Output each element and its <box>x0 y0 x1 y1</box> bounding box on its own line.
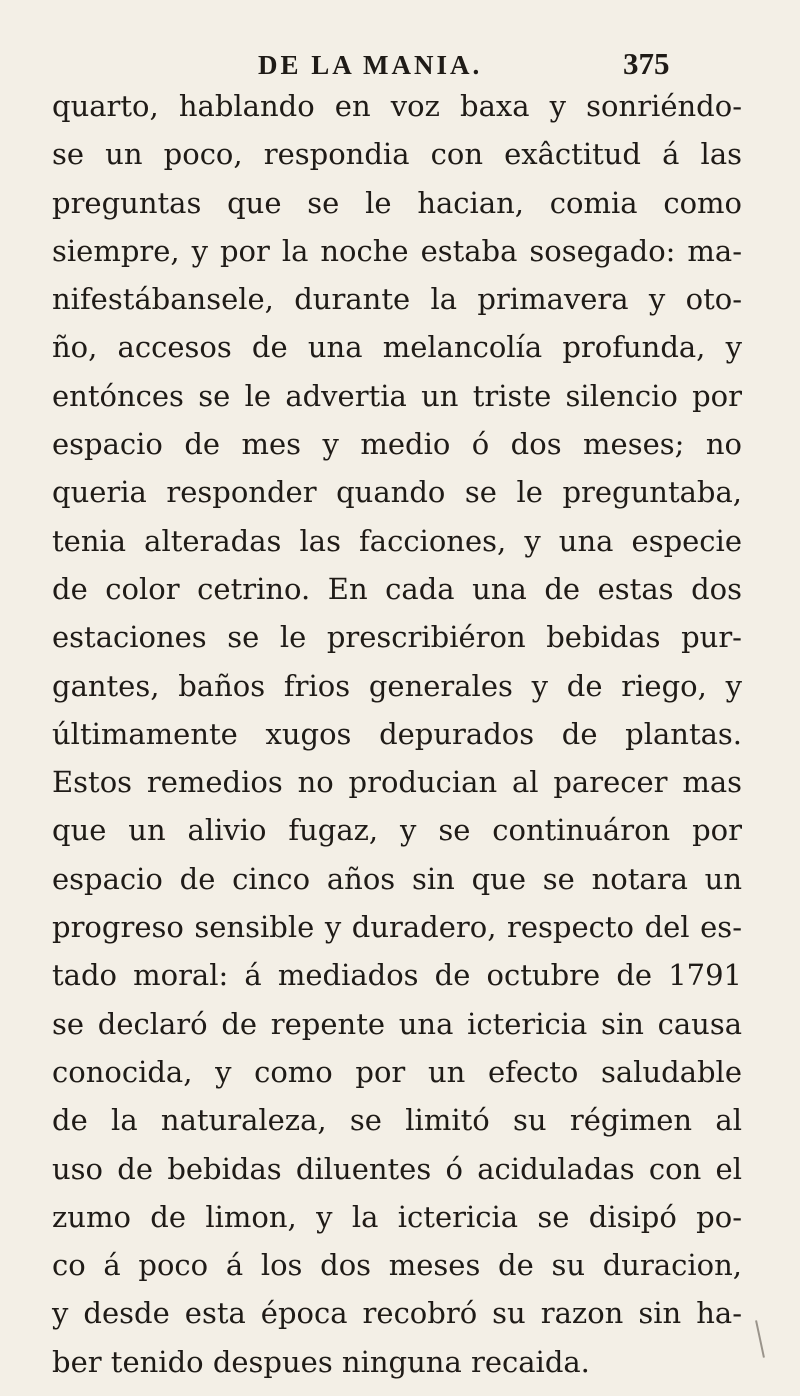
text-line: y desde esta época recobró su razon sin ha- <box>52 1296 742 1331</box>
text-line: ber tenido despues ninguna recaida. <box>52 1344 590 1379</box>
text-line: últimamente xugos depurados de plantas. <box>52 716 742 751</box>
text-line: nifestábansele, durante la primavera y oto- <box>52 282 742 317</box>
text-line: conocida, y como por un efecto saludable <box>52 1054 742 1089</box>
text-line: quarto, hablando en voz baxa y sonriéndo- <box>52 89 742 123</box>
text-line: de la naturaleza, se limitó su régimen al <box>52 1103 742 1138</box>
text-line: progreso sensible y duradero, respecto del es- <box>52 910 742 945</box>
text-line: preguntas que se le hacian, comia como <box>52 185 742 220</box>
text-line: gantes, baños frios generales y de riego, y <box>52 668 742 703</box>
text-line: entónces se le advertia un triste silencio por <box>52 378 742 413</box>
body-text <box>52 82 742 1386</box>
text-line: siempre, y por la noche estaba sosegado: ma- <box>52 233 742 268</box>
text-line: uso de bebidas diluentes ó aciduladas con el <box>52 1151 742 1186</box>
text-line: espacio de cinco años sin que se notara un <box>52 861 742 896</box>
running-head: DE LA MANIA. <box>258 50 483 80</box>
text-line: zumo de limon, y la ictericia se disipó po- <box>52 1199 742 1234</box>
text-line: queria responder quando se le preguntaba, <box>52 475 742 510</box>
text-line: co á poco á los dos meses de su duracion, <box>52 1248 742 1283</box>
text-line: espacio de mes y medio ó dos meses; no <box>52 427 742 462</box>
text-line: que un alivio fugaz, y se continuáron por <box>52 813 742 848</box>
page-header <box>0 44 800 84</box>
text-line: estaciones se le prescribiéron bebidas pur- <box>52 620 742 655</box>
page-number: 375 <box>623 46 670 81</box>
text-line: tado moral: á mediados de octubre de 1791 <box>52 958 742 993</box>
paper-mark <box>755 1320 765 1358</box>
text-line: se declaró de repente una ictericia sin causa <box>52 1006 742 1041</box>
text-line: Estos remedios no producian al parecer mas <box>52 765 742 800</box>
text-line: de color cetrino. En cada una de estas dos <box>52 571 742 606</box>
text-line: se un poco, respondia con exâctitud á las <box>52 137 742 172</box>
text-line: ño, accesos de una melancolía profunda, y <box>52 330 742 365</box>
text-line: tenia alteradas las facciones, y una especie <box>52 523 742 558</box>
